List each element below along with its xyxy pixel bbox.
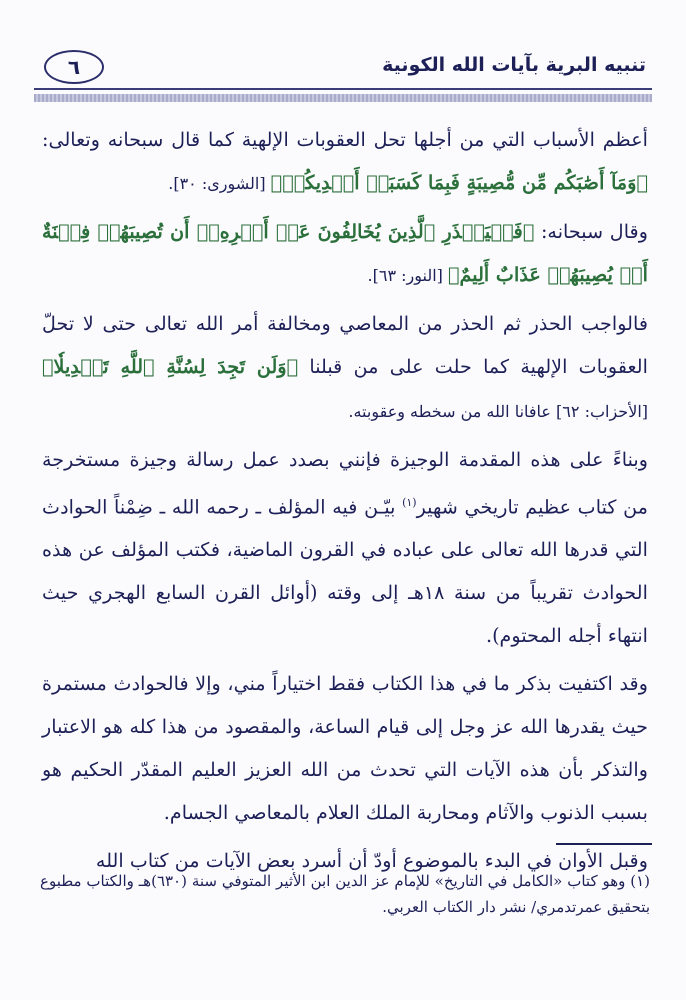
page-number: ٦ — [44, 50, 104, 84]
page-header — [34, 48, 652, 98]
ornate-bracket-open: ﴿ — [522, 220, 535, 243]
ornate-bracket-close: ﴾ — [448, 263, 460, 286]
ornate-bracket-open: ﴿ — [286, 355, 299, 378]
paragraph-1 — [42, 118, 648, 205]
verse-reference-ahzab: [الأحزاب: ٦٢] عافانا الله من سخطه وعقوبته. — [348, 402, 648, 421]
verse-reference-nur: [النور: ٦٣]. — [367, 266, 448, 285]
footnote: (١) وهو كتاب «الكامل في التاريخ» للإمام عز الدين ابن الأثير المتوفي سنة (٦٣٠)هـ والكتاب مطبوع بتحقيق عمرتدمري/ نشر دار الكتاب العربي. — [40, 872, 650, 916]
verse-reference-shura: [الشورى: ٣٠]. — [168, 174, 271, 193]
ornate-bracket-open: ﴿ — [636, 171, 648, 194]
header-rule — [34, 88, 652, 90]
paragraph-1-line-1: أعظم الأسباب التي من أجلها تحل العقوبات الإلهية كما قال سبحانه — [107, 128, 648, 151]
quran-verse-nur: فَلۡيَحۡذَرِ ٱلَّذِينَ يُخَالِفُونَ عَنۡ أَمۡرِهِۦٓ أَن تُصِيبَهُمۡ فِتۡنَةٌ أَوۡ يُصِيبَهُمۡ عَذَابٌ أَلِيمٌ — [42, 220, 648, 286]
quran-verse-shura: وَمَآ أَصَٰبَكُم مِّن مُّصِيبَةٍ فَبِمَا كَسَبَتۡ أَيۡدِيكُمۡ — [282, 171, 637, 194]
paragraph-4-text-a: وبناءً على هذه المقدمة الوجيزة فإنني بصدد عمل رسالة وجيزة مستخرجة من كتاب عظيم تاريخي شهير — [42, 448, 649, 519]
paragraph-2 — [42, 210, 648, 297]
running-title: تنبيه البرية بآيات الله الكونية — [382, 54, 646, 76]
paragraph-2-lead: وقال سبحانه: — [534, 220, 648, 243]
main-text — [42, 118, 648, 887]
footnote-divider — [556, 843, 652, 845]
paragraph-3-text: فالواجب الحذر ثم الحذر من المعاصي ومخالفة أمر الله تعالى حتى لا تحلّ العقوبات الإلهية كما حلت على من قبلنا — [42, 312, 648, 378]
paragraph-4 — [42, 438, 648, 657]
paragraph-4-text-b: بيّـن فيه المؤلف ـ رحمه الله ـ ضِمْناً الحوادث التي قدرها الله تعالى على عباده في القرون الماضية، فكتب المؤلف عن هذه الحوادث تقريباً من سنة ١٨هـ إلى وقته (أوائل القرن السابع الهجري حيث انتهاء أجله المحتوم). — [42, 495, 648, 648]
footnote-marker: (١) — [402, 496, 417, 509]
ornate-bracket-close: ﴾ — [270, 171, 283, 194]
header-band — [34, 94, 652, 102]
ornate-bracket-close: ﴾ — [42, 355, 54, 378]
paragraph-5: وقد اكتفيت بذكر ما في هذا الكتاب فقط اختياراً مني، وإلا فالحوادث مستمرة حيث يقدرها الله عز وجل إلى قيام الساعة، والمقصود من هذا كله هو الاعتبار والتذكر بأن هذه الآيات التي تحدث من الله العزيز العليم المقدّر الحكيم هو بسبب الذنوب والآثام ومحاربة الملك العلام بالمعاصي الجسام. — [42, 672, 648, 825]
paragraph-3 — [42, 302, 648, 433]
paragraph-6: وقبل الأوان في البدء بالموضوع أودّ أن أسرد بعض الآيات من كتاب الله — [95, 849, 648, 873]
quran-verse-ahzab: وَلَن تَجِدَ لِسُنَّةِ ٱللَّهِ تَبۡدِيلٗا — [53, 355, 287, 378]
paragraph-1-lead: وتعالى: — [42, 128, 101, 151]
